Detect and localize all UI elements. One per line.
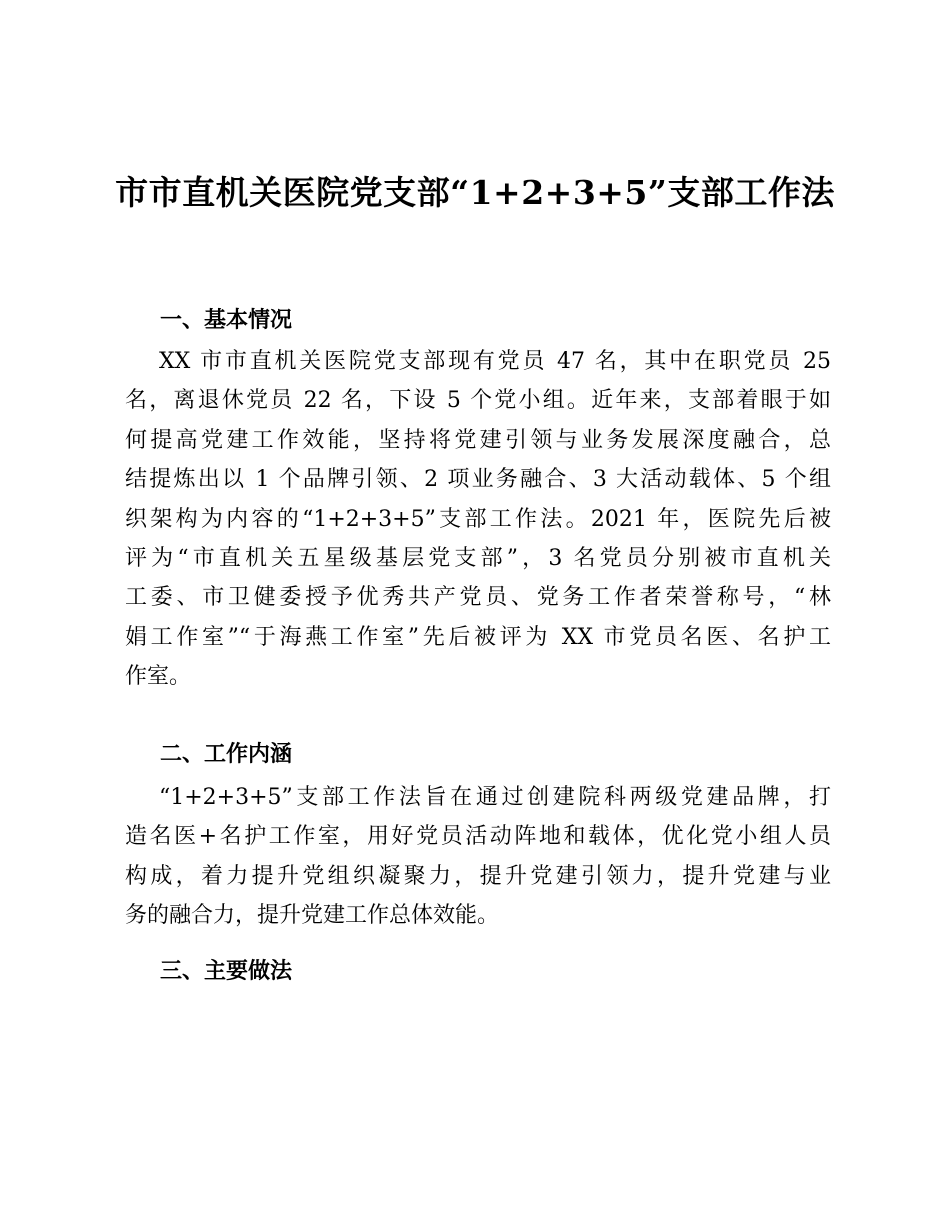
paragraph-line: 何提高党建工作效能，坚持将党建引领与业务发展深度融合，总 [125,427,831,453]
paragraph-line: 评为“市直机关五星级基层党支部”，3 名党员分别被市直机关 [125,545,831,571]
section-heading-basic-situation: 一、基本情况 [160,308,293,333]
paragraph-line: 务的融合力，提升党建工作总体效能。 [125,903,500,929]
paragraph-line: 织架构为内容的“1+2+3+5”支部工作法。2021 年，医院先后被 [125,506,831,532]
paragraph-line: 造名医+名护工作室，用好党员活动阵地和载体，优化党小组人员 [125,824,831,850]
section-paragraph-basic-situation [125,342,831,697]
document-title: 市市直机关医院党支部“1+2+3+5”支部工作法 [115,173,835,212]
paragraph-line: 工委、市卫健委授予优秀共产党员、党务工作者荣誉称号，“林 [125,585,831,611]
section-heading-main-practices: 三、主要做法 [160,959,293,984]
section-paragraph-work-connotation [125,778,831,936]
paragraph-line: 结提炼出以 1 个品牌引领、2 项业务融合、3 大活动载体、5 个组 [125,467,831,493]
paragraph-line: 作室。 [125,664,192,690]
paragraph-line: XX 市市直机关医院党支部现有党员 47 名，其中在职党员 25 [159,349,831,374]
section-heading-work-connotation: 二、工作内涵 [160,742,293,767]
paragraph-line: “1+2+3+5”支部工作法旨在通过创建院科两级党建品牌，打 [159,785,831,810]
paragraph-line: 名，离退休党员 22 名，下设 5 个党小组。近年来，支部着眼于如 [125,388,831,414]
paragraph-line: 构成，着力提升党组织凝聚力，提升党建引领力，提升党建与业 [125,863,831,889]
paragraph-line: 娟工作室”“于海燕工作室”先后被评为 XX 市党员名医、名护工 [125,624,831,650]
